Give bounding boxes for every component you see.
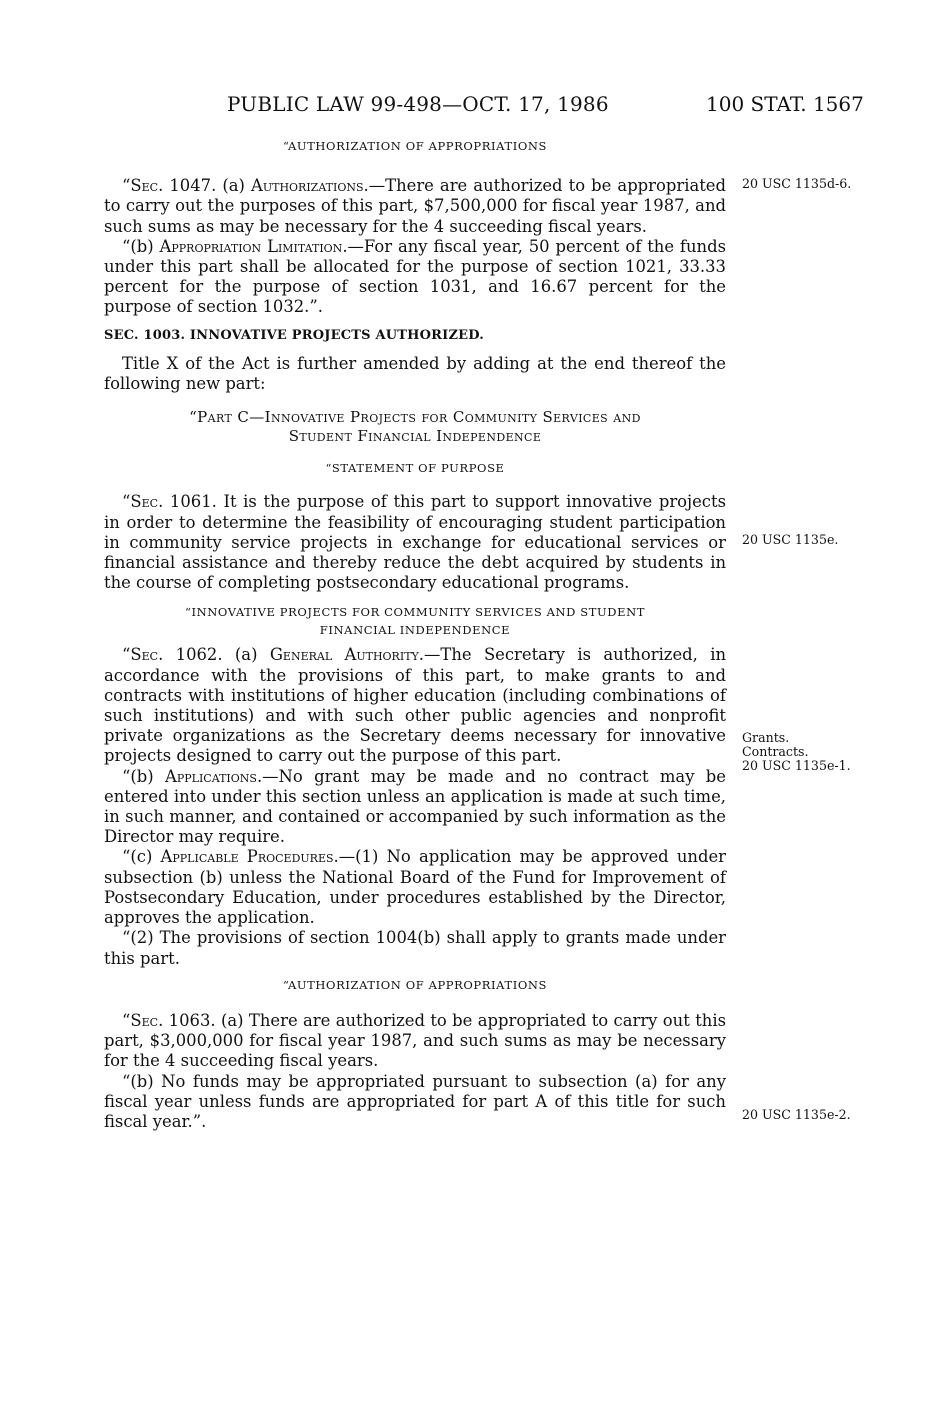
paragraph-sec-1061: “Sec. 1061. It is the purpose of this part to support innovative projects in order to determine the feasibility of encouraging student participation in community service projects in exchange for educational services or financial assistance and thereby reduce the debt acquired by students in the course of completing postsecondary educational programs.	[104, 492, 726, 593]
margin-note-1047: 20 USC 1135d-6.	[742, 176, 852, 191]
margin-note-usc: 20 USC 1135e-1.	[742, 758, 851, 773]
paragraph-sec-1047-a: “Sec. 1047. (a) Authorizations.—There are authorized to be appropriated to carry out the purposes of this part, $7,500,000 for fiscal year 1987, and such sums as may be necessary for the 4 succeeding fiscal years.	[104, 176, 727, 236]
margin-note-1063: 20 USC 1135e-2.	[742, 1107, 851, 1122]
projects-heading-line1: “INNOVATIVE PROJECTS FOR COMMUNITY SERVICES AND STUDENT	[184, 605, 645, 620]
page-header	[0, 92, 940, 120]
statute-page-number: 100 STAT. 1567	[706, 92, 864, 116]
paragraph-sec-1063-b: “(b) No funds may be appropriated pursuant to subsection (a) for any fiscal year unless funds are appropriated for part A of this title for such fiscal year.”.	[104, 1071, 726, 1131]
paragraph-sec-1063-a: “Sec. 1063. (a) There are authorized to be appropriated to carry out this part, $3,000,000 for fiscal year 1987, and such sums as may be necessary for the 4 succeeding fiscal years.	[104, 1010, 726, 1071]
paragraph-sec-1003: Title X of the Act is further amended by adding at the end thereof the following new part:	[104, 353, 726, 394]
part-c-heading-line2: Student Financial Independence	[288, 427, 542, 446]
paragraph-sec-1062-c: “(c) Applicable Procedures.—(1) No application may be approved under subsection (b) unless the National Board of the Fund for Improvement of Postsecondary Education, under procedures established by the Director, approves the application.	[104, 847, 726, 928]
section-heading-authorization: “AUTHORIZATION OF APPROPRIATIONS	[282, 139, 548, 153]
margin-note-contracts: Contracts.	[742, 744, 809, 759]
section-heading-1003: SEC. 1003. INNOVATIVE PROJECTS AUTHORIZED.	[104, 327, 484, 343]
paragraph-sec-1062-a: “Sec. 1062. (a) General Authority.—The Secretary is authorized, in accordance with the provisions of this part, to make grants to and contracts with institutions of higher education (including combinations of such institutions) and with such other public agencies and nonprofit private organizations as the Secretary deems necessary for innovative projects designed to carry out the purpose of this part.	[104, 645, 726, 766]
running-head: PUBLIC LAW 99-498—OCT. 17, 1986	[227, 92, 609, 116]
paragraph-sec-1047-b: “(b) Appropriation Limitation.—For any fiscal year, 50 percent of the funds under this part shall be allocated for the purpose of section 1021, 33.33 percent for the purpose of section 1031, and 16.67 percent for the purpose of section 1032.”.	[104, 236, 727, 317]
projects-heading-line2: FINANCIAL INDEPENDENCE	[319, 623, 511, 638]
part-c-heading-line1: “Part C—Innovative Projects for Community Services and	[189, 408, 641, 427]
margin-note-grants: Grants.	[742, 730, 790, 745]
paragraph-sec-1062-c2: “(2) The provisions of section 1004(b) shall apply to grants made under this part.	[104, 928, 726, 968]
body-text	[104, 132, 726, 1132]
statement-of-purpose-heading: “STATEMENT OF PURPOSE	[325, 461, 505, 476]
section-heading-authorization-2: “AUTHORIZATION OF APPROPRIATIONS	[282, 977, 548, 992]
margin-note-1061: 20 USC 1135e.	[742, 532, 839, 547]
paragraph-sec-1062-b: “(b) Applications.—No grant may be made and no contract may be entered into under this section unless an application is made at such time, in such manner, and contained or accompanied by such information as the Director may require.	[104, 766, 726, 847]
margin-note-1062	[742, 731, 932, 773]
